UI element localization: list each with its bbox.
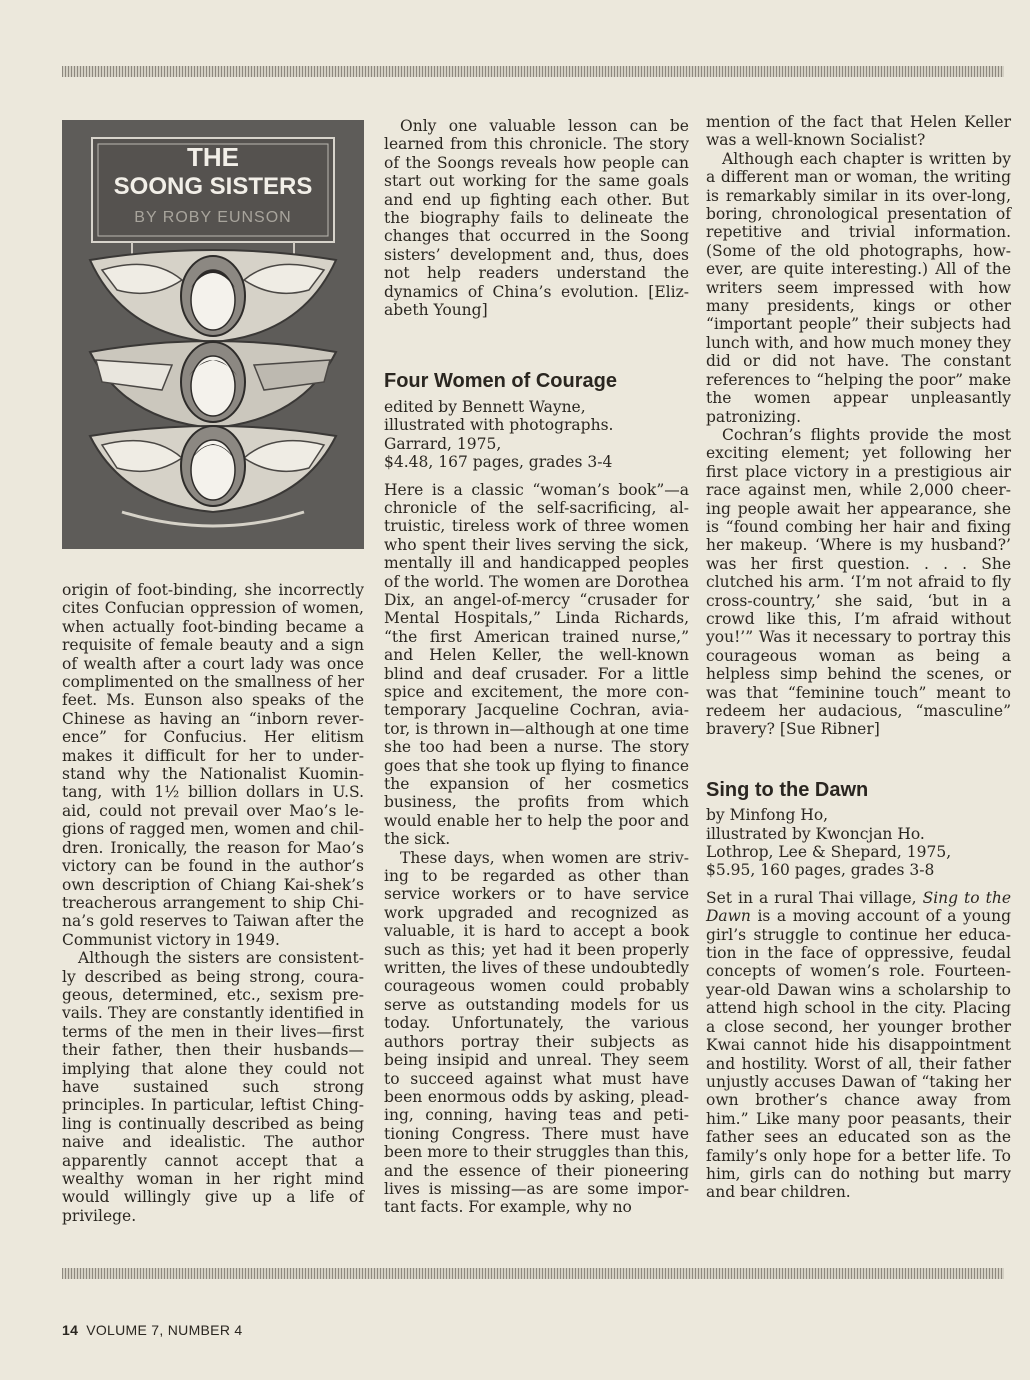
book-meta-sing-to-the-dawn: [706, 806, 1011, 880]
right-paragraph-3: Cochran’s flights provide the most exciting element; yet following her first place victory in a prestigious air race against men, while 2,000 cheering people await her appearance, she is “found combing her hair and fixing her makeup. ‘Where is my husband?’ was her first question. . . . She clutched his arm. ‘I’m not afraid to fly cross-country,’ she said, ‘but in a crowd like this, I’m afraid without you!’” Was it necessary to portray this courageous woman as being a helpless simp behind the scenes, or was that “feminine touch” meant to redeem her audacious, “masculine” bravery? [Sue Ribner]: [706, 425, 1011, 739]
meta-line: by Minfong Ho,: [706, 806, 829, 825]
meta-line: Lothrop, Lee & Shepard, 1975,: [706, 843, 952, 862]
cover-title-line2: SOONG SISTERS: [113, 173, 313, 200]
review-title-four-women: Four Women of Courage: [384, 370, 617, 393]
left-paragraph-2: Although the sisters are consistently described as being strong, courageous, determined, etc., sexism prevails. They are constantly identified in terms of the men in their lives—first their father, then their husbands—implying that alone they could not have sustained such strong principles. In particular, leftist Ching-ling is continually described as being naive and idealistic. The author apparently cannot accept that a wealthy woman in her right mind would willingly give up a life of privilege.: [62, 949, 364, 1225]
middle-column: [384, 117, 689, 1217]
right-column: [706, 113, 1011, 1202]
paragraph-text: is a moving account of a young girl’s struggle to continue her education in the face of oppressive, feudal concepts of women’s role. Fourteen-year-old Dawan wins a scholarship to attend high school in the city. Placing a close second, her younger brother Kwai cannot hide his disappointment and hostility. Worst of all, their father unjustly accuses Dawan of “taking her own brother’s chance away from him.” Like many poor peasants, their father sees an educated son as the family’s only hope for a better life. To him, girls can do nothing but marry and bear children.: [706, 907, 1011, 1202]
meta-line: $4.48, 167 pages, grades 3-4: [384, 453, 613, 472]
book-meta-four-women: [384, 398, 689, 472]
meta-line: edited by Bennett Wayne,: [384, 397, 586, 416]
left-column: [62, 581, 364, 1225]
book-cover-illustration: [62, 120, 364, 549]
issue-label: VOLUME 7, NUMBER 4: [86, 1322, 243, 1338]
right-paragraph-2: Although each chapter is written by a different man or woman, the writing is remarkably similar in its over-long, boring, chronological presentation of repetitive and trivial information. (Some of the old photographs, however, are quite interesting.) All of the writers seem impressed with how many presidents, kings or other “important people” their subjects had lunch with, and how much money they did or did not have. The constant references to “helping the poor” make the women appear unpleasantly patronizing.: [706, 149, 1011, 426]
left-paragraph-1: origin of foot-binding, she incorrectly cites Confucian oppression of women, when actually foot-binding became a requisite of female beauty and a sign of wealth after a court lady was once complimented on the smallness of her feet. Ms. Eunson also speaks of the Chinese as having an “inborn reverence” for Confucius. Her elitism makes it difficult for her to understand why the Nationalist Kuomintang, with 1½ billion dollars in U.S. aid, could not prevail over Mao’s legions of ragged men, women and children. Ironically, the reason for Mao’s victory can be found in the author’s own description of Chiang Kai-shek’s treacherous arrangement to ship China’s gold reserves to Taiwan after the Communist victory in 1949.: [62, 581, 364, 949]
top-rule: [62, 66, 1004, 77]
paragraph-text: Set in a rural Thai village,: [706, 888, 923, 907]
meta-line: illustrated by Kwoncjan Ho.: [706, 824, 925, 843]
middle-paragraph-2: Here is a classic “woman’s book”—a chronicle of the self-sacrificing, altruistic, tireless work of three women who spent their lives serving the sick, mentally ill and handicapped peoples of the world. The women are Dorothea Dix, an angel-of-mercy “crusader for Mental Hospitals,” Linda Richards, “the first American trained nurse,” and Helen Keller, the well-known blind and deaf crusader. For a little spice and excitement, the more contemporary Jacqueline Cochran, aviator, is thrown in—although at one time she too had been a nurse. The story goes that she took up flying to finance the expansion of her cosmetics business, the profits from which would enable her to help the poor and the sick.: [384, 480, 689, 849]
meta-line: Garrard, 1975,: [384, 434, 502, 453]
cover-byline: BY ROBY EUNSON: [134, 209, 292, 226]
cover-title-line1: THE: [187, 142, 239, 172]
book-title-italic: Sing to the Dawn: [706, 888, 1011, 926]
book-cover-image: [62, 120, 364, 549]
middle-paragraph-3: These days, when women are striving to be regarded as other than service workers or to have service work upgraded and recognized as valuable, it is hard to accept a book such as this; yet had it been properly written, the lives of these undoubtedly courageous women could probably serve as outstanding models for us today. Unfortunately, the various authors portray their subjects as being insipid and unreal. They seem to succeed against what must have been enormous odds by asking, pleading, conning, having teas and petitioning Congress. There must have been more to their struggles than this, and the essence of their pioneering lives is missing—as are some important facts. For example, why no: [384, 848, 689, 1217]
middle-paragraph-1: Only one valuable lesson can be learned from this chronicle. The story of the Soongs reveals how people can start out working for the same goals and end up fighting each other. But the biography fails to delineate the changes that occurred in the Soong sisters’ development and, thus, does not help readers understand the dynamics of China’s evolution. [Elizabeth Young]: [384, 117, 689, 320]
right-paragraph-1: mention of the fact that Helen Keller was a well-known Socialist?: [706, 113, 1011, 150]
page-footer: [62, 1322, 243, 1338]
page-number: 14: [62, 1322, 79, 1338]
meta-line: $5.95, 160 pages, grades 3-8: [706, 861, 935, 880]
meta-line: illustrated with photographs.: [384, 416, 614, 435]
review-title-sing-to-the-dawn: Sing to the Dawn: [706, 778, 869, 801]
right-paragraph-4: [706, 889, 1011, 1202]
bottom-rule: [62, 1268, 1004, 1279]
